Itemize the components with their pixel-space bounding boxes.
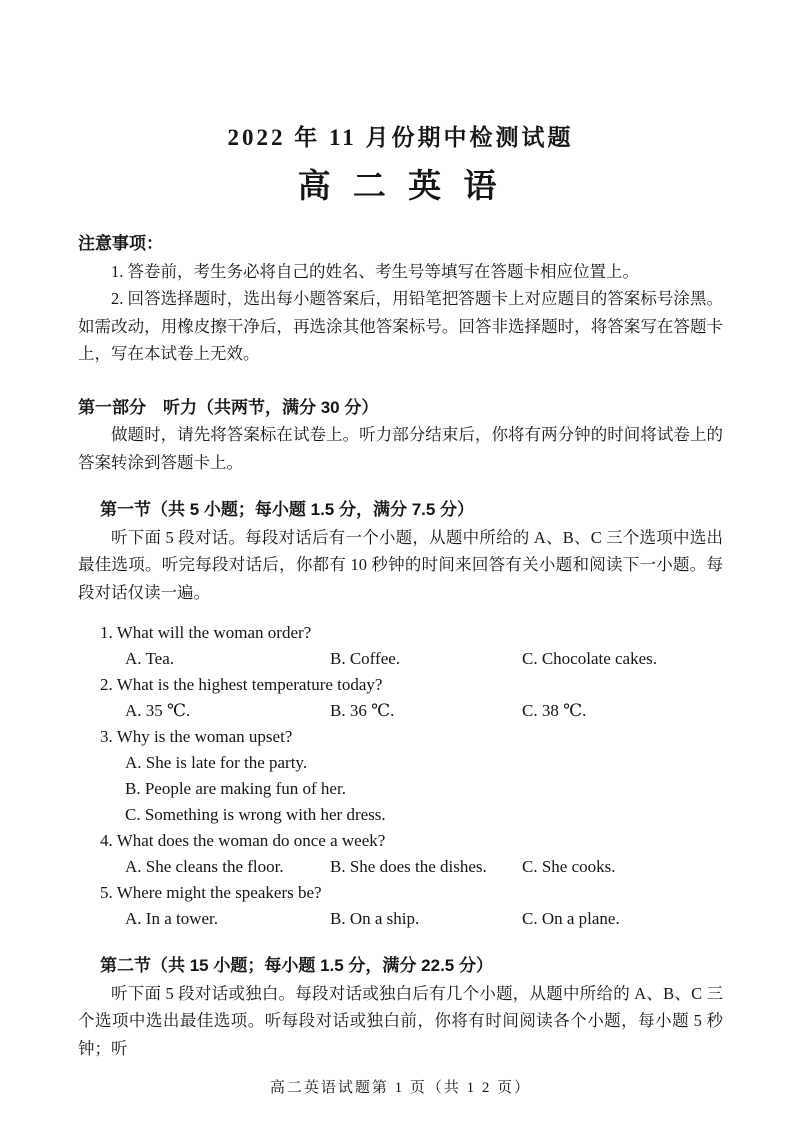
part1-heading: 第一部分 听力（共两节，满分 30 分） xyxy=(78,397,379,417)
section2-intro: 听下面 5 段对话或独白。每段对话或独白后有几个小题，从题中所给的 A、B、C 三个选项中选出最佳选项。听每段对话或独白前，你将有时间阅读各个小题，每小题 5 秒钟；听 xyxy=(78,983,723,1058)
section2-heading: 第二节（共 15 小题；每小题 1.5 分，满分 22.5 分） xyxy=(100,956,493,975)
question-2-options xyxy=(78,698,723,724)
question-stem: What is the highest temperature today? xyxy=(116,675,383,694)
question-2 xyxy=(78,672,723,724)
part1-listening xyxy=(78,394,723,1063)
subject-title: 高 二 英 语 xyxy=(297,169,504,205)
section1 xyxy=(78,496,723,932)
question-4-text xyxy=(78,828,723,854)
option-b: B. She does the dishes. xyxy=(330,857,487,876)
question-3 xyxy=(78,724,723,828)
option-c: C. Chocolate cakes. xyxy=(522,649,658,668)
notice-item-2: 2. 回答选择题时，选出每小题答案后，用铅笔把答题卡上对应题目的答案标号涂黑。如需改动，用橡皮擦干净后，再选涂其他答案标号。回答非选择题时，将答案写在答题卡上，写在本试卷上无效。 xyxy=(78,289,723,363)
question-5 xyxy=(78,880,723,932)
question-1-text xyxy=(78,620,723,646)
option-a: A. Tea. xyxy=(125,649,175,668)
part1-intro: 做题时，请先将答案标在试卷上。听力部分结束后，你将有两分钟的时间将试卷上的答案转涂到答题卡上。 xyxy=(78,425,723,472)
page-footer: 高二英语试题第 1 页（共 1 2 页） xyxy=(269,1080,532,1096)
question-number: 1. xyxy=(100,623,113,642)
section1-intro: 听下面 5 段对话。每段对话后有一个小题，从题中所给的 A、B、C 三个选项中选出最佳选项。听完每段对话后，你都有 10 秒钟的时间来回答有关小题和阅读下一小题。每段对话仅读一遍。 xyxy=(78,527,723,602)
question-stem: Why is the woman upset? xyxy=(116,727,293,746)
exam-title: 2022 年 11 月份期中检测试题 xyxy=(227,125,574,150)
option-c: C. Something is wrong with her dress. xyxy=(125,805,386,824)
question-stem: What will the woman order? xyxy=(116,623,312,642)
question-3-text xyxy=(78,724,723,750)
question-1 xyxy=(78,620,723,672)
question-number: 2. xyxy=(100,675,113,694)
notice-heading: 注意事项： xyxy=(78,234,163,253)
question-stem: What does the woman do once a week? xyxy=(116,831,386,850)
notice-section xyxy=(78,230,723,368)
question-list xyxy=(78,620,723,932)
question-3-options xyxy=(78,750,723,828)
option-c: C. She cooks. xyxy=(522,857,616,876)
option-b: B. People are making fun of her. xyxy=(125,779,346,798)
option-b: B. Coffee. xyxy=(330,649,401,668)
option-a: A. 35 ℃. xyxy=(125,701,191,720)
option-c: C. 38 ℃. xyxy=(522,701,587,720)
section2 xyxy=(78,952,723,1062)
question-4 xyxy=(78,828,723,880)
option-a: A. She is late for the party. xyxy=(125,753,308,772)
question-number: 4. xyxy=(100,831,113,850)
option-a: A. In a tower. xyxy=(125,909,219,928)
option-b: B. 36 ℃. xyxy=(330,701,395,720)
question-1-options xyxy=(78,646,723,672)
question-5-text xyxy=(78,880,723,906)
question-number: 5. xyxy=(100,883,113,902)
question-5-options xyxy=(78,906,723,932)
option-b: B. On a ship. xyxy=(330,909,420,928)
option-a: A. She cleans the floor. xyxy=(125,857,284,876)
option-c: C. On a plane. xyxy=(522,909,620,928)
question-2-text xyxy=(78,672,723,698)
question-number: 3. xyxy=(100,727,113,746)
notice-item-1: 1. 答卷前，考生务必将自己的姓名、考生号等填写在答题卡相应位置上。 xyxy=(111,261,639,281)
question-4-options xyxy=(78,854,723,880)
section1-heading: 第一节（共 5 小题；每小题 1.5 分，满分 7.5 分） xyxy=(100,500,475,519)
question-stem: Where might the speakers be? xyxy=(116,883,322,902)
